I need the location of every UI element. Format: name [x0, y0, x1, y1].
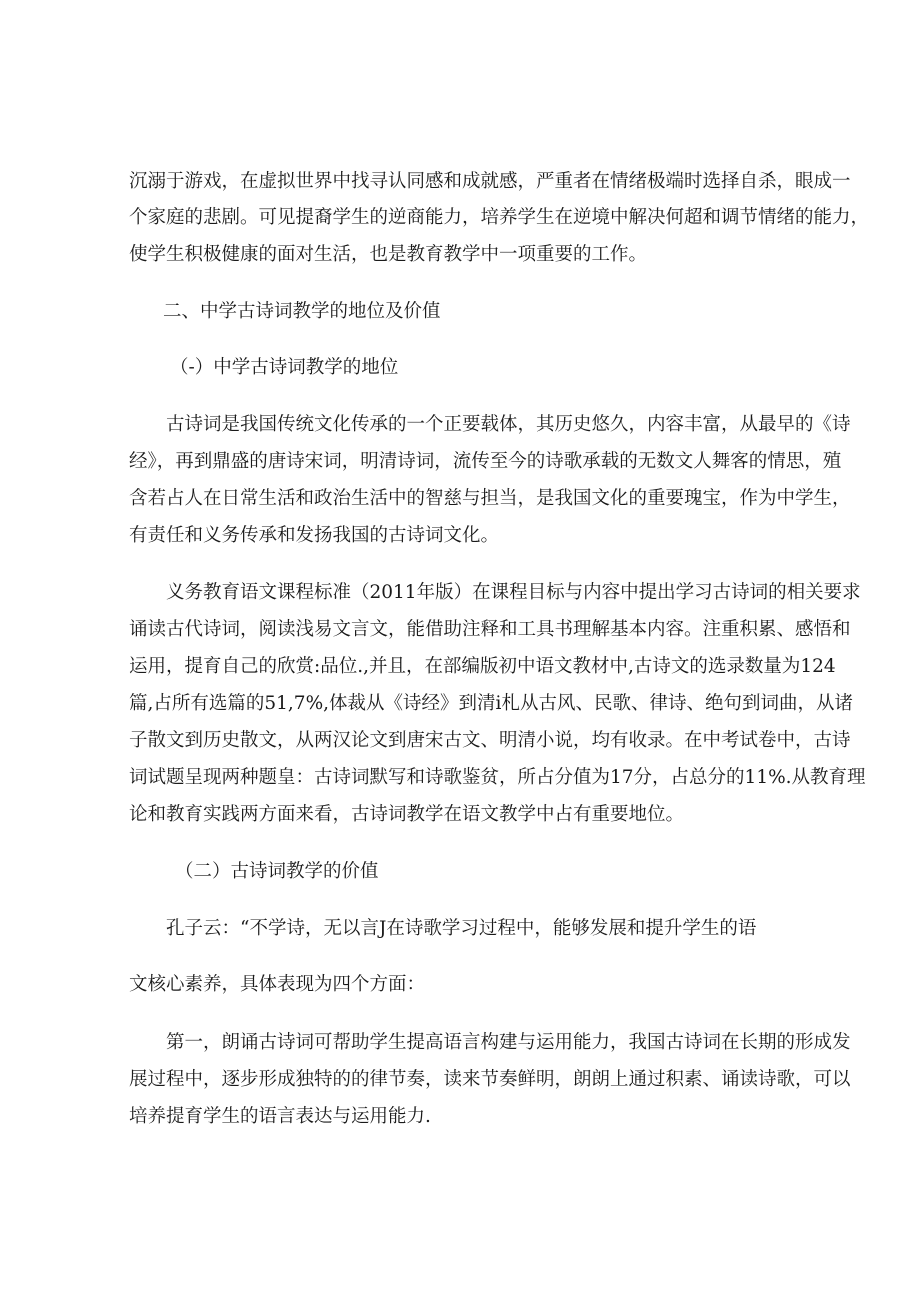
para1-line-3: 含若占人在日常生活和政治生活中的智慈与担当，是我国文化的重要瑰宝，作为中学生，	[129, 488, 851, 509]
para3-line-1: 第一，朗诵古诗词可帮助学生提高语言构建与运用能力，我国古诗词在长期的形成发	[166, 1032, 851, 1053]
section-heading: 二、中学古诗词教学的地位及价值	[163, 301, 441, 322]
intro-line-2: 个家庭的悲剧。可见提裔学生的逆商能力，培养学生在逆境中解决何超和调节情绪的能力，	[129, 207, 870, 228]
para1-line-4: 有责任和义务传承和发扬我国的古诗词文化。	[129, 525, 500, 546]
para1-line-1: 古诗词是我国传统文化传承的一个正要载体，其历史悠久，内容丰富，从最早的《诗	[166, 414, 851, 435]
para2-line-7: 论和教育实践两方面来看，古诗词教学在语文教学中占有重要地位。	[129, 804, 685, 825]
intro-line-3: 使学生积极健康的面对生活，也是教育教学中一项重要的工作。	[129, 244, 648, 265]
para1-line-2: 经》，再到鼎盛的唐诗宋词，明清诗词，流传至今的诗歌承载的无数文人舞客的情思，殖	[129, 451, 842, 472]
para3-line-3: 培养提育学生的语言表达与运用能力.	[129, 1106, 431, 1127]
intro-line-1: 沉溺于游戏，在虚拟世界中找寻认同感和成就感，严重者在情绪极端时选择自杀，眼成一	[129, 171, 851, 192]
subheading-status: （-）中学古诗词教学的地位	[170, 357, 399, 378]
para2-line-2: 诵读古代诗词，阅读浅易文言文，能借助注释和工具书理解基本内容。注重积累、感悟和	[129, 619, 851, 640]
para2-line-4: 篇,占所有选篇的51,7%,体裁从《诗经》到清i札从古风、民歌、律诗、绝句到词曲，从诸	[129, 693, 853, 714]
quote-line: 孔子云：“不学诗，无以言J在诗歌学习过程中，能够发展和提升学生的语	[166, 918, 757, 939]
subheading-value: （二）古诗词教学的价值	[175, 861, 379, 882]
para2-line-3: 运用，提育自己的欣赏:品位.,并且，在部编版初中语文教材中,古诗文的选录数量为124	[129, 656, 836, 677]
para2-line-1: 义务教育语文课程标准（2011年版）在课程目标与内容中提出学习古诗词的相关要求	[166, 582, 861, 603]
para2-line-5: 子散文到历史散文，从两汉论文到唐宋古文、明清小说，均有收录。在中考试卷中，古诗	[129, 730, 851, 751]
para3-line-2: 展过程中，逐步形成独特的的律节奏，读来节奏鲜明，朗朗上通过积素、诵读诗歌，可以	[129, 1069, 851, 1090]
para2-line-6: 词试题呈现两种题皇：古诗词默写和诗歌鉴贫，所占分值为17分，占总分的11%.从教育理	[129, 767, 866, 788]
quote-continuation: 文核心素养，具体表现为四个方面：	[129, 974, 426, 995]
